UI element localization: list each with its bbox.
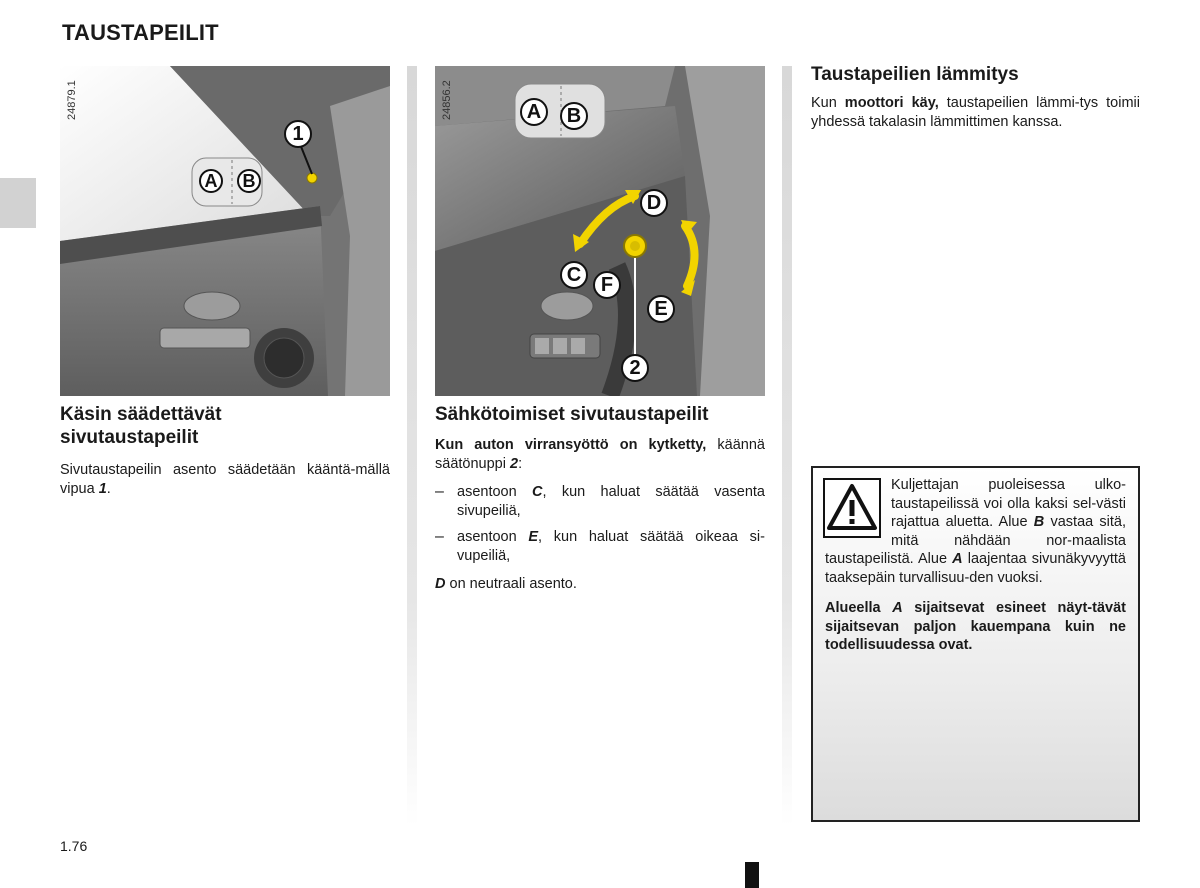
body-prefix: Kun (811, 95, 845, 111)
body-bold: moottori käy, (844, 95, 939, 111)
heading-line-1: Käsin säädettävät (60, 404, 222, 425)
item-suffix: , kun haluat säätää oikeaa si-vupeiliä, (457, 529, 765, 564)
list-item (435, 483, 765, 520)
chapter-tab (0, 178, 36, 228)
intro-text: käännä säätönuppi (435, 437, 765, 472)
figure-electric-mirror (435, 66, 765, 396)
section-mirror-heating (811, 63, 1140, 131)
dash: – (435, 528, 444, 545)
item-ref: E (528, 529, 539, 545)
electric-mirrors-intro (435, 436, 765, 473)
section-electric-mirrors (435, 403, 765, 594)
list-item (435, 528, 765, 565)
electric-mirrors-heading: Sähkötoimiset sivutaustapeilit (435, 404, 709, 425)
electric-mirror-illustration (435, 66, 765, 396)
mirror-heating-heading: Taustapeilien lämmitys (811, 64, 1019, 85)
warning-paragraph-2 (813, 587, 1138, 655)
heading-line-2: sivutaustapeilit (60, 427, 199, 448)
page-title: TAUSTAPEILIT (62, 20, 219, 45)
list-item-text (457, 483, 765, 520)
mirror-heating-body (811, 94, 1140, 131)
manual-mirror-illustration (60, 66, 390, 396)
callout-c: C (560, 261, 588, 289)
lever-ref: 1 (98, 480, 107, 497)
knob-ref: 2 (509, 455, 519, 472)
list-item-text (457, 528, 765, 565)
item-prefix: asentoon (457, 484, 532, 500)
callout-f: F (593, 271, 621, 299)
zone-ref: A (892, 600, 903, 616)
item-suffix: , kun haluat säätää vasenta sivupeiliä, (457, 484, 765, 519)
warning-triangle-icon (823, 478, 881, 538)
callout-1: 1 (284, 120, 312, 148)
callout-b: B (237, 169, 261, 193)
manual-mirrors-heading (60, 403, 390, 449)
callout-b: B (560, 102, 588, 130)
page-number: 1.76 (60, 838, 88, 854)
callout-e: E (647, 295, 675, 323)
item-prefix: asentoon (457, 529, 529, 545)
warning-bold-text: sijaitsevat esineet näyt-tävät sijaitsevan paljon kauempana kuin ne todellisuudessa ovat. (825, 600, 1126, 653)
section-manual-mirrors (60, 403, 390, 498)
body-end: . (106, 480, 111, 497)
callout-d: D (640, 189, 668, 217)
zone-ref: B (1033, 514, 1045, 530)
callout-a: A (199, 169, 223, 193)
figure-manual-mirror (60, 66, 390, 396)
zone-ref: A (952, 551, 963, 567)
warning-text: Kuljettajan puoleisessa ulko-taustapeilissä voi olla kaksi sel-västi rajattua aluetta. Alue (891, 477, 1126, 530)
callout-2: 2 (621, 354, 649, 382)
item-ref: C (531, 484, 543, 500)
column-divider-1 (407, 66, 417, 826)
figure-code-middle: 24856.2 (441, 80, 453, 120)
warning-text: laajentaa sivunäkyvyyttä taaksepäin turvallisuu-den vuoksi. (825, 551, 1126, 586)
warning-bold-text: Alueella (825, 600, 893, 616)
callout-a: A (520, 98, 548, 126)
warning-text: vastaa sitä, mitä nähdään nor-maalista taustapeilistä. Alue (825, 514, 1126, 567)
intro-end: : (518, 455, 523, 472)
manual-mirrors-body (60, 461, 390, 498)
intro-bold: Kun auton virransyöttö on kytketty, (435, 437, 707, 453)
warning-box (811, 466, 1140, 822)
neutral-ref: D (435, 576, 446, 592)
edge-marker (745, 862, 759, 888)
neutral-position-text (435, 575, 765, 594)
body-suffix: taustapeilien lämmi-tys toimii yhdessä takalasin lämmittimen kanssa. (811, 95, 1140, 130)
column-divider-2 (782, 66, 792, 826)
body-text: Sivutaustapeilin asento säädetään kääntä-mällä vipua (60, 462, 390, 497)
neutral-text: on neutraali asento. (445, 576, 577, 592)
dash: – (435, 483, 444, 500)
figure-code-left: 24879.1 (66, 80, 78, 120)
